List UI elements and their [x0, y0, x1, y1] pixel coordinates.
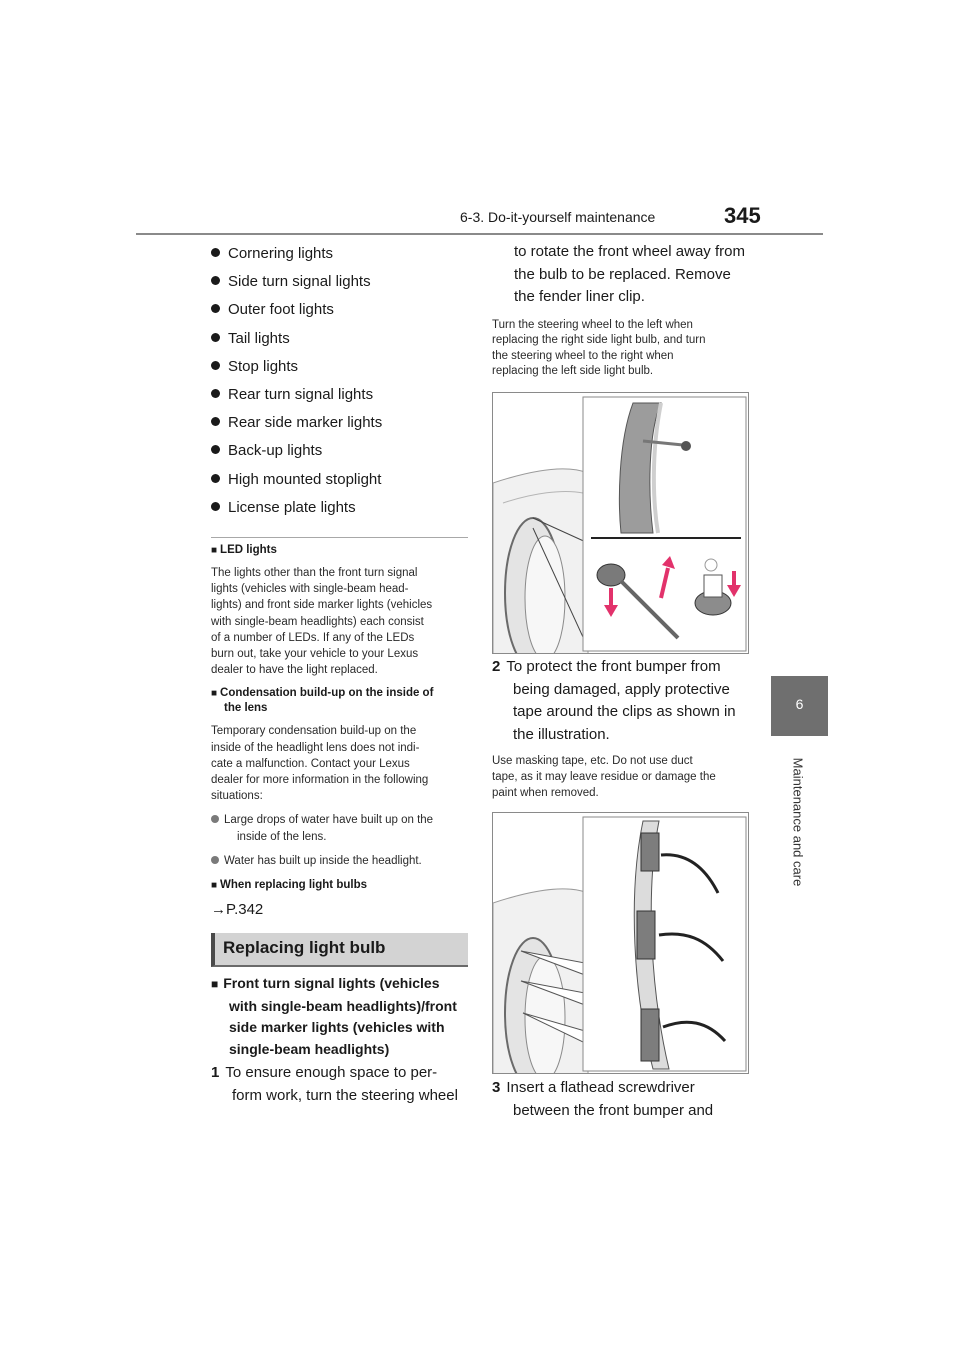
step-line: To protect the front bumper from: [506, 658, 721, 675]
step-line: the illustration.: [513, 725, 610, 743]
list-item-text: Tail lights: [228, 329, 290, 347]
step-number: 1: [211, 1064, 220, 1081]
note-list-item: [211, 853, 471, 869]
list-item-text: Outer foot lights: [228, 301, 334, 319]
note-line: Temporary condensation build-up on the: [211, 725, 417, 738]
list-item-text: Rear turn signal lights: [228, 385, 374, 403]
note-line: cate a malfunction. Contact your Lexus: [211, 757, 410, 770]
subsection-heading: [211, 973, 473, 1060]
square-bullet-icon: ■: [211, 545, 218, 556]
bullet-icon: [211, 445, 220, 454]
note-line: with single-beam headlights) each consist: [211, 615, 424, 628]
list-item-text: Rear side marker lights: [228, 414, 383, 432]
clip-icon: [681, 441, 691, 451]
step-1: [211, 1062, 473, 1107]
step-number: 3: [492, 1079, 501, 1096]
note-line: the steering wheel to the right when: [492, 349, 674, 362]
step-line: the fender liner clip.: [514, 288, 645, 305]
protective-tape-icon: [641, 1009, 659, 1061]
list-item: [211, 296, 382, 324]
chapter-number: 6: [795, 696, 804, 712]
header-rule: [136, 233, 823, 235]
note-heading: [211, 686, 471, 716]
note-line: inside of the lens.: [237, 830, 327, 843]
note-line: replacing the left side light bulb.: [492, 364, 654, 377]
step-2-note: [492, 754, 754, 801]
note-line: Turn the steering wheel to the left when: [492, 319, 693, 331]
note-line: burn out, take your vehicle to your Lexus: [211, 648, 419, 661]
note-line: dealer to have the light replaced.: [211, 664, 378, 677]
list-item: [211, 466, 382, 494]
list-item: [211, 437, 382, 465]
note-paragraph: [211, 565, 471, 678]
note-line: dealer for more information in the following: [211, 774, 429, 787]
circle-bullet-icon: [211, 815, 219, 823]
subsection-heading-line: single-beam headlights): [229, 1040, 390, 1057]
list-item: [211, 325, 382, 353]
bullet-icon: [211, 474, 220, 483]
fender-liner-clip-illustration: [493, 393, 749, 654]
bullet-icon: [211, 502, 220, 511]
bullet-icon: [211, 417, 220, 426]
step-line: between the front bumper and: [513, 1101, 714, 1119]
list-item-text: License plate lights: [228, 498, 356, 516]
step-line: to rotate the front wheel away from: [514, 243, 745, 260]
step-1-continued: [514, 241, 764, 309]
note-line: lights (vehicles with single-beam head-: [211, 583, 409, 596]
step-line: Insert a flathead screwdriver: [506, 1079, 695, 1096]
page-number: 345: [724, 203, 761, 228]
square-bullet-icon: ■: [211, 688, 218, 700]
bullet-icon: [211, 304, 220, 313]
note-line: replacing the right side light bulb, and turn: [492, 334, 706, 347]
light-list: [211, 240, 382, 522]
chapter-label-text: Maintenance and care: [790, 757, 806, 887]
notes-divider: [211, 537, 468, 538]
square-bullet-icon: ■: [211, 880, 218, 892]
note-line: situations:: [211, 790, 263, 803]
subsection-heading-line: with single-beam headlights)/front: [229, 997, 457, 1014]
note-heading-text: the lens: [224, 702, 268, 715]
list-item-text: Cornering lights: [228, 245, 334, 262]
list-item: [211, 494, 382, 522]
notes-block: [211, 543, 471, 921]
bullet-icon: [211, 333, 220, 342]
list-item-text: High mounted stoplight: [228, 470, 382, 488]
note-line: Use masking tape, etc. Do not use duct: [492, 755, 693, 767]
note-line: The lights other than the front turn signal: [211, 567, 418, 579]
chapter-tab[interactable]: [771, 676, 828, 736]
step-3: [492, 1077, 754, 1122]
list-item: [211, 268, 382, 296]
note-heading-text: Condensation build-up on the inside of: [220, 687, 434, 700]
square-bullet-icon: ■: [211, 977, 219, 991]
step-line: being damaged, apply protective: [513, 680, 730, 698]
note-line: inside of the headlight lens does not indi-: [211, 741, 420, 754]
figure-protective-tape: [492, 812, 749, 1074]
note-heading-text: LED lights: [220, 544, 277, 556]
note-line: tape, as it may leave residue or damage the: [492, 770, 716, 783]
step-line: To ensure enough space to per-: [225, 1064, 438, 1081]
protective-tape-icon: [637, 911, 655, 959]
protective-tape-illustration: [493, 813, 749, 1074]
section-banner: [211, 933, 468, 967]
list-item-text: Back-up lights: [228, 442, 323, 460]
note-line: paint when removed.: [492, 786, 599, 799]
bullet-icon: [211, 361, 220, 370]
figure-fender-clip: [492, 392, 749, 654]
note-heading: [211, 543, 471, 558]
step-line: form work, turn the steering wheel: [232, 1086, 458, 1104]
subsection-heading-line: side marker lights (vehicles with: [229, 1019, 445, 1035]
list-item: [211, 240, 382, 268]
page-reference-link[interactable]: →P.342: [211, 901, 264, 919]
note-line: lights) and front side marker lights (vehicles: [211, 599, 433, 612]
circle-bullet-icon: [211, 856, 219, 864]
bullet-icon: [211, 389, 220, 398]
note-line: Large drops of water have built up on the: [224, 814, 434, 827]
note-heading: [211, 878, 471, 893]
section-title: 6-3. Do-it-yourself maintenance: [460, 209, 656, 225]
list-item: [211, 381, 382, 409]
note-line: of a number of LEDs. If any of the LEDs: [211, 631, 415, 644]
step-number: 2: [492, 658, 501, 675]
note-heading-text: When replacing light bulbs: [220, 879, 367, 892]
step-line: tape around the clips as shown in: [513, 703, 736, 720]
bullet-icon: [211, 276, 220, 285]
subsection-heading-line: Front turn signal lights (vehicles: [223, 975, 440, 991]
note-line: Water has built up inside the headlight.: [224, 854, 422, 867]
note-list-item: [211, 812, 471, 844]
list-item-text: Stop lights: [228, 357, 299, 375]
list-item: [211, 409, 382, 437]
step-2: [492, 656, 754, 746]
note-paragraph: [211, 723, 471, 804]
section-banner-title: Replacing light bulb: [223, 938, 386, 957]
list-item-text: Side turn signal lights: [228, 273, 371, 291]
list-item: [211, 353, 382, 381]
step-1-note: [492, 318, 752, 379]
step-line: the bulb to be replaced. Remove: [514, 265, 731, 283]
bullet-icon: [211, 248, 220, 257]
protective-tape-icon: [641, 833, 659, 871]
